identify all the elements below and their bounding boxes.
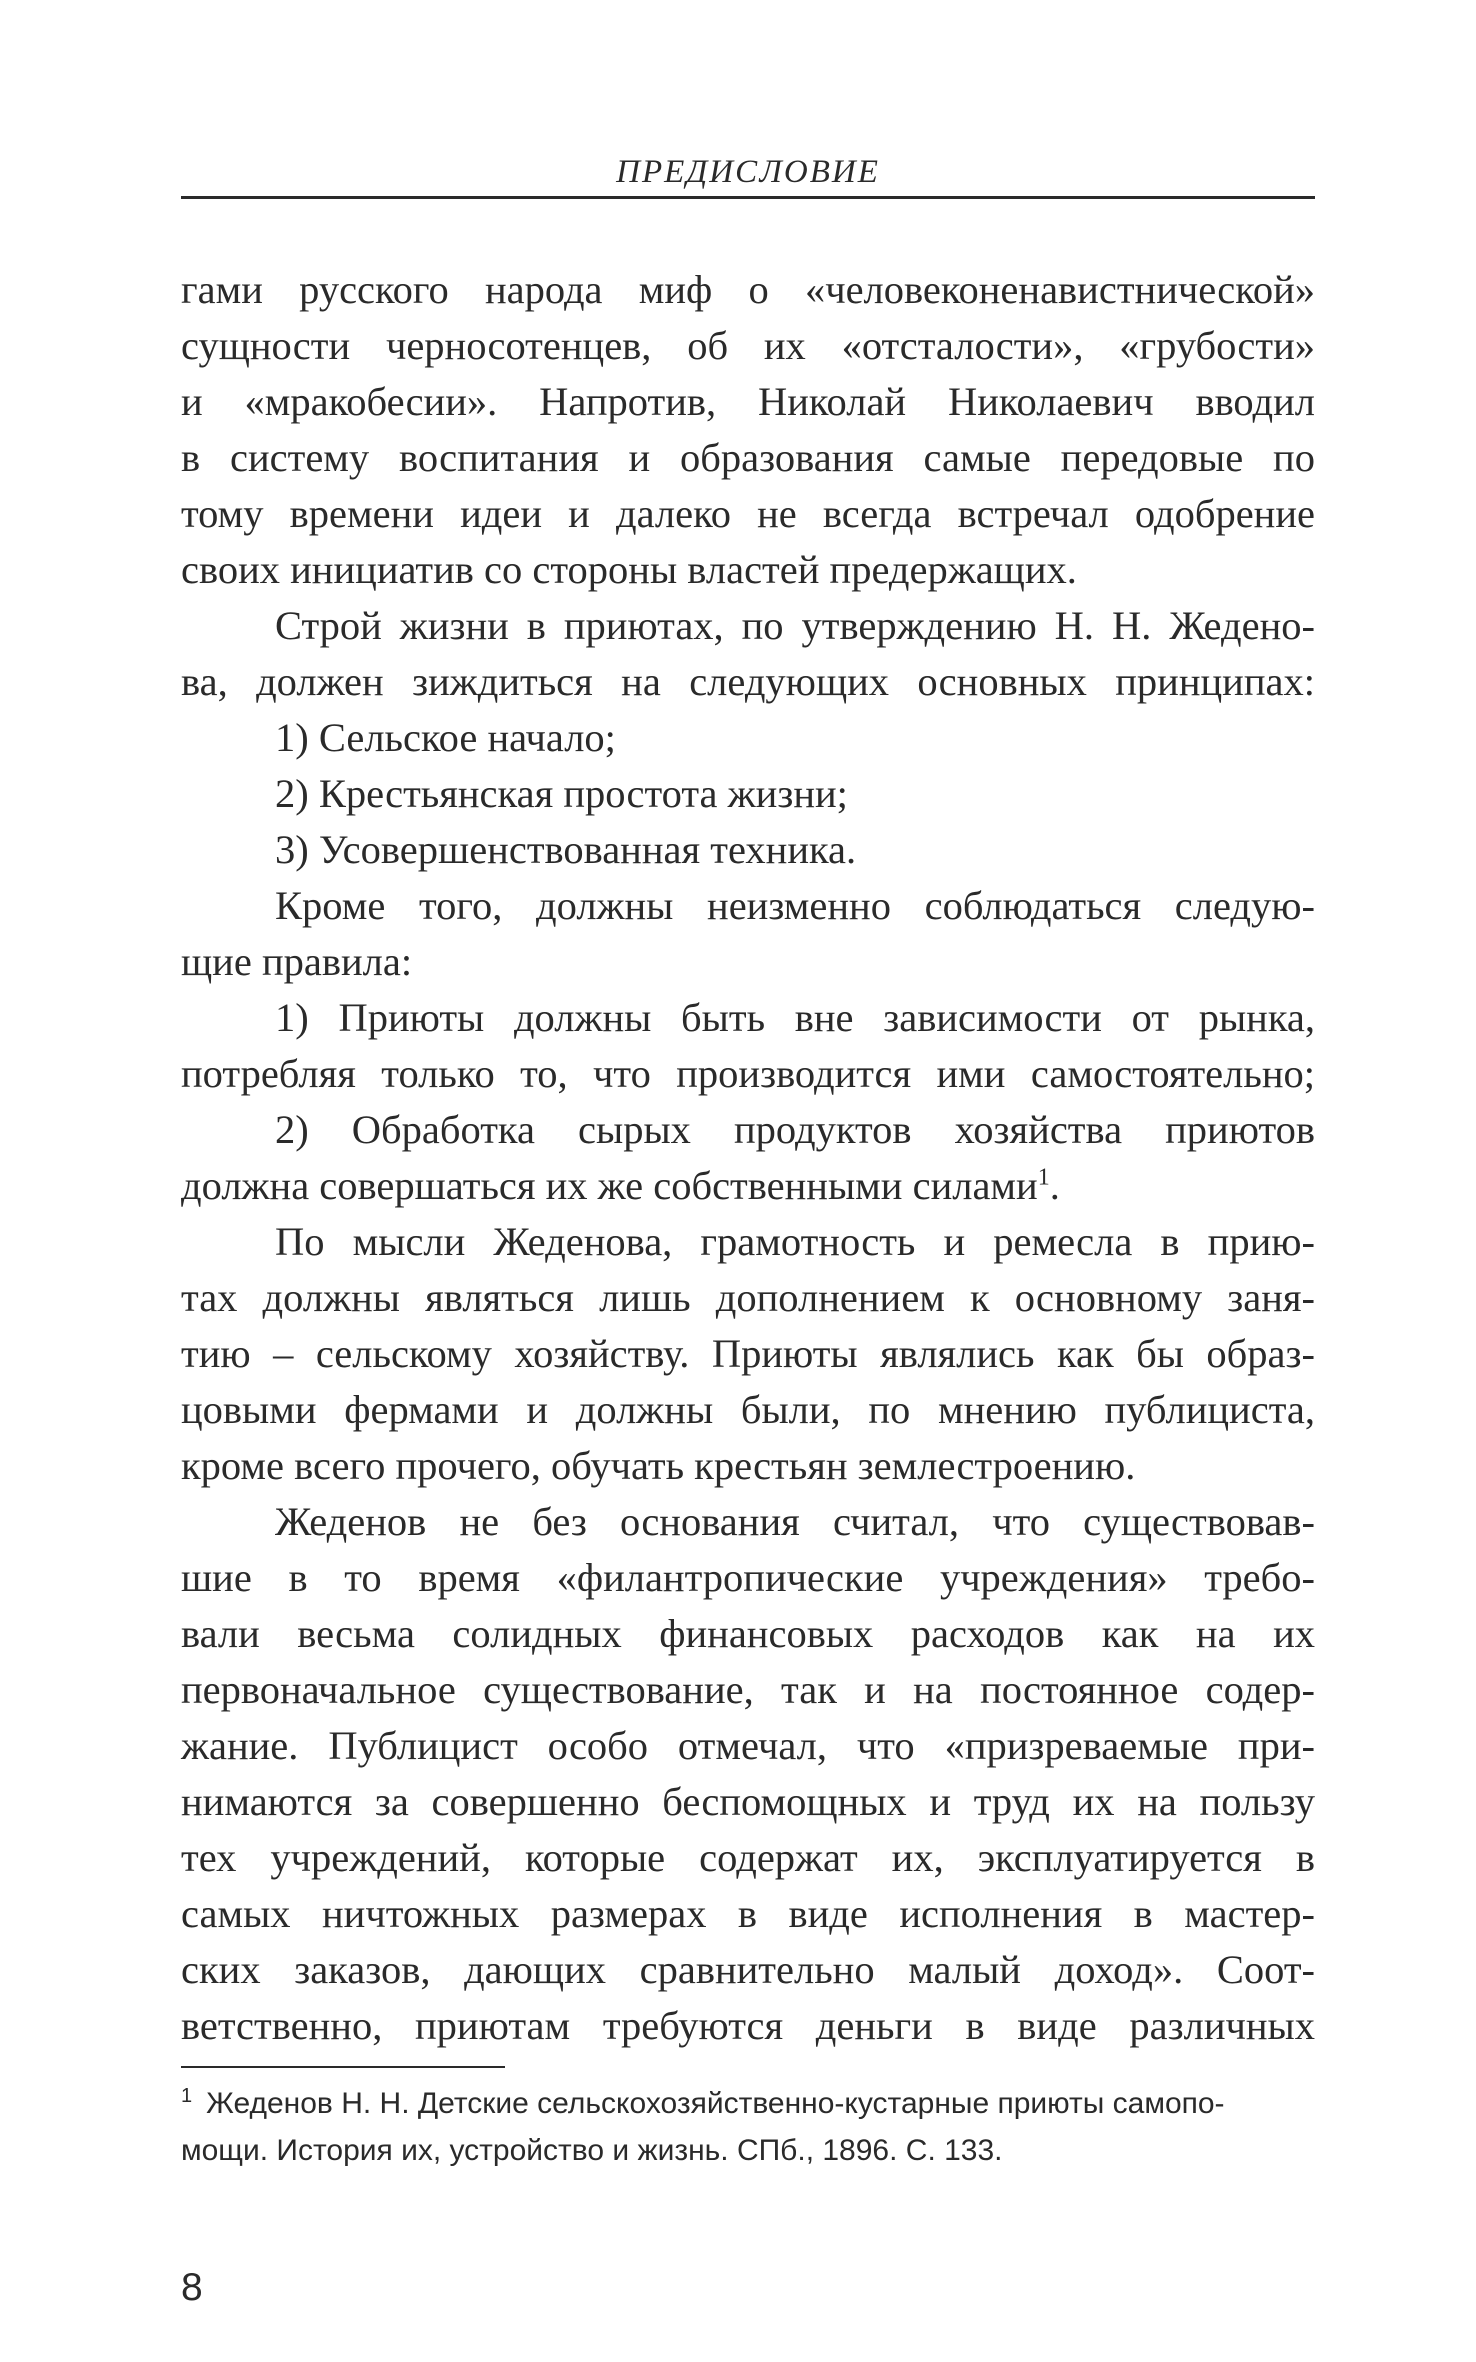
footnote-line (181, 2080, 1315, 2127)
text-segment: должна совершаться их же собственными силами (181, 1163, 1038, 1208)
footnote (181, 2080, 1315, 2174)
text-line: цовыми фермами и должны были, по мнению публициста, (181, 1387, 1315, 1432)
text-line: самых ничтожных размерах в виде исполнения в мастер- (181, 1891, 1315, 1936)
text-line: ских заказов, дающих сравнительно малый доход». Соот- (181, 1947, 1315, 1992)
text-line: тех учреждений, которые содержат их, эксплуатируется в (181, 1835, 1315, 1880)
footnote-line: мощи. История их, устройство и жизнь. СПб., 1896. С. 133. (181, 2134, 1003, 2167)
text-line: своих инициатив со стороны властей предержащих. (181, 547, 1077, 592)
text-line: ва, должен зиждиться на следующих основных принципах: (181, 659, 1315, 704)
text-line: и «мракобесии». Напротив, Николай Николаевич вводил (181, 379, 1315, 424)
footnote-reference: 1 (1037, 1164, 1050, 1191)
text-line: Строй жизни в приютах, по утверждению Н. Н. Жедено- (275, 603, 1315, 648)
text-line: жание. Публицист особо отмечал, что «призреваемые при- (181, 1723, 1315, 1768)
page-number: 8 (181, 2266, 203, 2309)
text-line: Кроме того, должны неизменно соблюдаться следую- (275, 883, 1315, 928)
running-title: ПРЕДИСЛОВИЕ (616, 154, 880, 190)
list-item: 2) Крестьянская простота жизни; (275, 771, 848, 816)
text-line: нимаются за совершенно беспомощных и труд их на пользу (181, 1779, 1315, 1824)
text-line: ветственно, приютам требуются деньги в виде различных (181, 2003, 1315, 2048)
text-line: кроме всего прочего, обучать крестьян землестроению. (181, 1443, 1136, 1488)
text-segment: . (1049, 1163, 1060, 1208)
footnote-rule (181, 2066, 505, 2068)
text-line: первоначальное существование, так и на постоянное содер- (181, 1667, 1315, 1712)
list-item: 2) Обработка сырых продуктов хозяйства приютов (275, 1107, 1315, 1152)
text-line: в систему воспитания и образования самые передовые по (181, 435, 1315, 480)
text-line: По мысли Жеденова, грамотность и ремесла в прию- (275, 1219, 1315, 1264)
main-text (181, 262, 1315, 2054)
text-line: тому времени идеи и далеко не всегда встречал одобрение (181, 491, 1315, 536)
text-line: шие в то время «филантропические учреждения» требо- (181, 1555, 1315, 1600)
list-item: 1) Приюты должны быть вне зависимости от рынка, (275, 995, 1315, 1040)
list-item: 3) Усовершенствованная техника. (275, 827, 857, 872)
text-line (181, 1158, 1315, 1214)
footnote-marker: 1 (181, 2085, 193, 2107)
text-line: потребляя только то, что производится ими самостоятельно; (181, 1051, 1315, 1096)
text-line: тию – сельскому хозяйству. Приюты являлись как бы образ- (181, 1331, 1315, 1376)
text-line: щие правила: (181, 939, 413, 984)
footnote-text: Жеденов Н. Н. Детские сельскохозяйственно-кустарные приюты самопо- (206, 2087, 1225, 2120)
text-line: гами русского народа миф о «человеконенавистнической» (181, 267, 1315, 312)
text-line: тах должны являться лишь дополнением к основному заня- (181, 1275, 1315, 1320)
text-line: вали весьма солидных финансовых расходов как на их (181, 1611, 1315, 1656)
text-line: Жеденов не без основания считал, что существовав- (275, 1499, 1315, 1544)
list-item: 1) Сельское начало; (275, 715, 616, 760)
text-line: сущности черносотенцев, об их «отсталости», «грубости» (181, 323, 1315, 368)
header-rule (181, 196, 1315, 199)
